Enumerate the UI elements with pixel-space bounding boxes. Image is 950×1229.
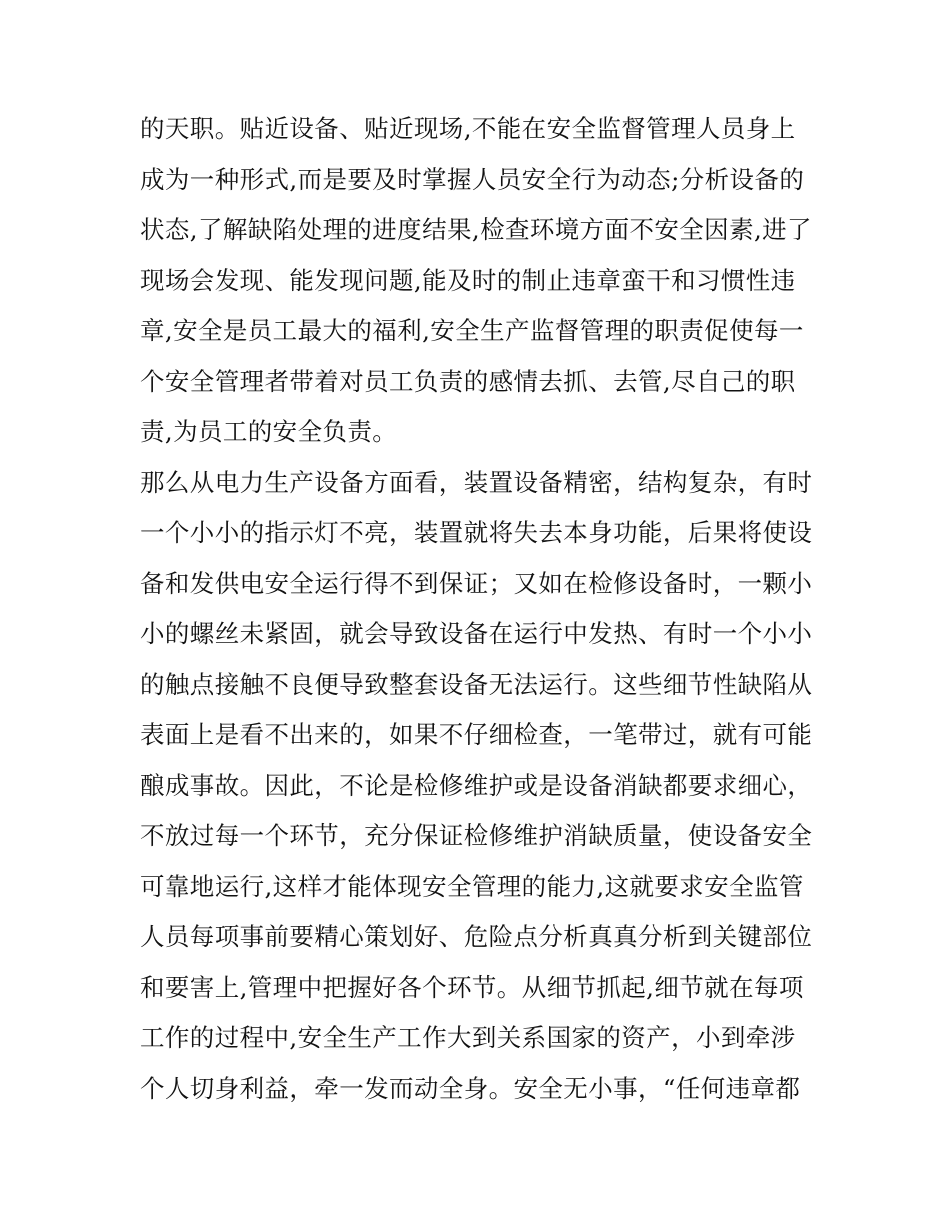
text-line: 可靠地运行,这样才能体现安全管理的能力,这就要求安全监管: [140, 871, 804, 901]
text-line: 的触点接触不良便导致整套设备无法运行。这些细节性缺陷从: [140, 669, 813, 699]
text-line: 一个小小的指示灯不亮，装置就将失去本身功能，后果将使设: [140, 518, 813, 547]
text-line: 个安全管理者带着对员工负责的感情去抓、去管,尽自己的职: [140, 366, 796, 396]
text-line: 酿成事故。因此，不论是检修维护或是设备消缺都要求细心，: [140, 770, 813, 800]
text-line: 那么从电力生产设备方面看，装置设备精密，结构复杂，有时: [140, 467, 813, 497]
text-line: 备和发供电安全运行得不到保证；又如在检修设备时，一颗小: [140, 568, 813, 598]
text-line: 现场会发现、能发现问题,能及时的制止违章蛮干和习惯性违: [140, 265, 796, 295]
text-line: 不放过每一个环节，充分保证检修维护消缺质量，使设备安全: [140, 821, 813, 850]
text-line: 成为一种形式,而是要及时掌握人员安全行为动态;分析设备的: [140, 164, 805, 194]
text-line: 表面上是看不出来的，如果不仔细检查，一笔带过，就有可能: [140, 720, 813, 749]
text-line: 责,为员工的安全负责。: [140, 417, 398, 446]
text-line: 的天职。贴近设备、贴近现场,不能在安全监督管理人员身上: [140, 114, 796, 143]
text-line: 和要害上,管理中把握好各个环节。从细节抓起,细节就在每项: [140, 972, 804, 1002]
body-text: [140, 104, 820, 1114]
text-line: 章,安全是员工最大的福利,安全生产监督管理的职责促使每一: [140, 316, 804, 345]
text-line: 个人切身利益，牵一发而动全身。安全无小事，“任何违章都: [140, 1073, 801, 1103]
text-line: 人员每项事前要精心策划好、危险点分析真真分析到关键部位: [140, 922, 813, 951]
text-line: 状态,了解缺陷处理的进度结果,检查环境方面不安全因素,进了: [140, 215, 812, 244]
text-line: 小的螺丝未紧固，就会导致设备在运行中发热、有时一个小小: [140, 619, 813, 648]
text-line: 工作的过程中,安全生产工作大到关系国家的资产，小到牵涉: [140, 1023, 796, 1052]
